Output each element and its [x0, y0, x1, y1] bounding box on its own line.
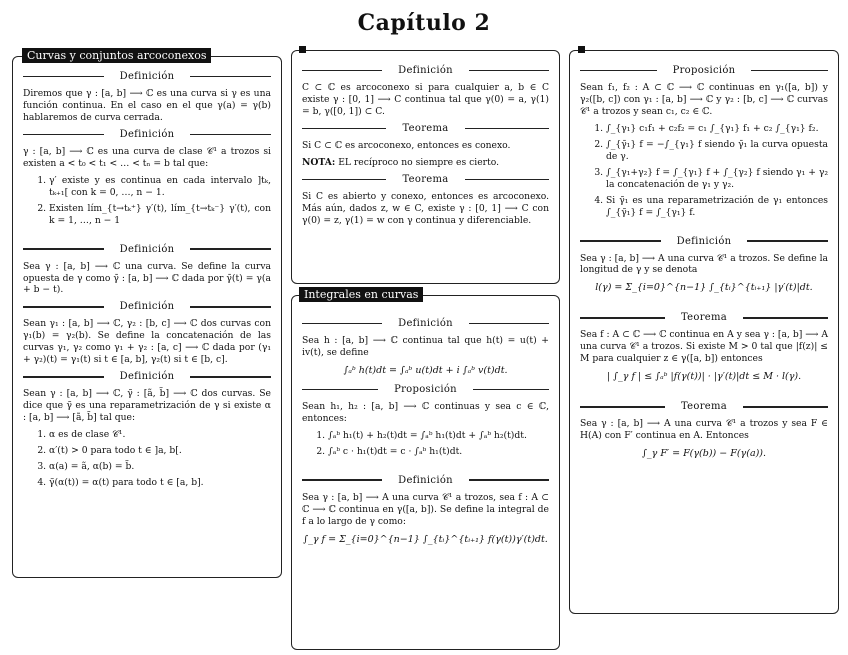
heading-definicion: Definición [23, 301, 271, 312]
heading-definicion: Definición [580, 236, 828, 247]
definition-clase-c1: γ : [a, b] ⟶ ℂ es una curva de clase 𝒞¹ a trozos si existen a < t₀ < t₁ < … < tₙ = b tal que: [23, 145, 271, 169]
column-integrales [291, 295, 560, 650]
definition-curva-opuesta: Sea γ : [a, b] ⟶ ℂ una curva. Se define la curva opuesta de γ como γ̄ : [a, b] ⟶ ℂ dada por γ̄(t) = γ(a + b − t). [23, 260, 271, 296]
heading-definicion: Definición [23, 244, 271, 255]
column-propiedades [569, 50, 839, 614]
equation-primitiva: ∫_γ F′ = F(γ(b)) − F(γ(a)). [641, 448, 767, 460]
equation-integral-curva: ∫_γ f = Σ_{i=0}^{n−1} ∫_{tᵢ}^{tᵢ₊₁} f(γ(t))γ′(t)dt. [303, 533, 548, 545]
corner-marker [299, 46, 306, 53]
list-linealidad [302, 430, 549, 458]
list-item: 2. ∫ₐᵇ c · h₁(t)dt = c · ∫ₐᵇ h₁(t)dt. [328, 446, 549, 458]
note-text: EL recíproco no siempre es cierto. [338, 156, 499, 168]
note [302, 157, 549, 169]
section-tab-curvas: Curvas y conjuntos arcoconexos [22, 48, 211, 63]
heading-definicion: Definición [23, 371, 271, 382]
list-item: 1. γ′ existe y es continua en cada intervalo ]tₖ, tₖ₊₁[ con k = 0, …, n − 1. [49, 175, 271, 199]
theorem-primitiva: Sea γ : [a, b] ⟶ A una curva 𝒞¹ a trozos y sea F ∈ H(A) con F′ continua en A. Entonces [580, 418, 828, 442]
theorem-arcoconexo-conexo: Si C ⊂ ℂ es arcoconexo, entonces es conexo. [302, 139, 511, 151]
definition-arcoconexo: C ⊂ ℂ es arcoconexo si para cualquier a, b ∈ C existe γ : [0, 1] ⟶ C continua tal que γ(0) = a, γ(1) = b, γ([0, 1]) ⊂ C. [302, 82, 549, 117]
definition-longitud: Sea γ : [a, b] ⟶ A una curva 𝒞¹ a trozos. Se define la longitud de γ y se denota [580, 252, 828, 276]
definition-integral: Sea h : [a, b] ⟶ ℂ continua tal que h(t) = u(t) + iv(t), se define [302, 335, 549, 358]
heading-teorema: Teorema [580, 312, 828, 323]
heading-teorema: Teorema [580, 401, 828, 412]
corner-marker [578, 46, 585, 53]
list-item: 3. ∫_{γ₁+γ₂} f = ∫_{γ₁} f + ∫_{γ₂} f siendo γ₁ + γ₂ la concatenación de γ₁ y γ₂. [606, 167, 828, 191]
proposition-propiedades: Sean f₁, f₂ : A ⊂ ℂ ⟶ ℂ continuas en γ₁([a, b]) y γ₂([b, c]) con γ₁ : [a, b] ⟶ ℂ y γ₂ : [b, c] ⟶ ℂ curvas 𝒞¹ a trozos y sean c₁, c₂ ∈ ℂ. [580, 82, 828, 117]
page-title: Capítulo 2 [357, 10, 491, 36]
heading-definicion: Definición [302, 318, 549, 329]
list-item: 2. α′(t) > 0 para todo t ∈ ]a, b[. [49, 445, 271, 457]
list-item: 2. Existen lím_{t→tₖ⁺} γ′(t), lím_{t→tₖ⁻} γ′(t), con k = 1, …, n − 1 [49, 203, 271, 227]
list-item: 4. Si γ̃₁ es una reparametrización de γ₁ entonces ∫_{γ̃₁} f = ∫_{γ₁} f. [606, 195, 828, 219]
proposition-linealidad: Sean h₁, h₂ : [a, b] ⟶ ℂ continuas y sea c ∈ ℂ, entonces: [302, 400, 549, 424]
list-item: 1. α es de clase 𝒞¹. [49, 429, 271, 441]
list-reparametrizacion [23, 429, 271, 489]
definition-reparametrizacion: Sean γ : [a, b] ⟶ ℂ, γ̃ : [ã, b̃] ⟶ ℂ dos curvas. Se dice que γ̃ es una reparametrización de γ si existe α : [a, b] ⟶ [ã, b̃] tal que: [23, 388, 271, 424]
heading-definicion: Definición [302, 65, 549, 76]
definition-concatenacion: Sean γ₁ : [a, b] ⟶ ℂ, γ₂ : [b, c] ⟶ ℂ dos curvas con γ₁(b) = γ₂(b). Se define la concatenación de las curvas γ₁, γ₂ como γ₁ + γ₂ : [a, c] ⟶ ℂ dada por (γ₁ + γ₂)(t) = γ₁(t) si t ∈ [a, b], γ₂(t) si t ∈ [b, c]. [23, 318, 271, 366]
definition-curva: Diremos que γ : [a, b] ⟶ ℂ es una curva si γ es una función continua. En el caso en el que γ(a) = γ(b) hablaremos de curva cerrada. [23, 88, 271, 123]
heading-definicion: Definición [23, 129, 271, 140]
equation-acotacion: | ∫_γ f | ≤ ∫ₐᵇ |f(γ(t))| · |γ′(t)|dt ≤ M · l(γ). [606, 371, 802, 383]
heading-proposicion: Proposición [580, 65, 828, 76]
heading-proposicion: Proposición [302, 384, 549, 395]
column-arcoconexos [291, 50, 560, 284]
list-item: 3. α(a) = ã, α(b) = b̃. [49, 461, 271, 473]
section-tab-integrales: Integrales en curvas [299, 287, 423, 302]
definition-integral-curva: Sea γ : [a, b] ⟶ A una curva 𝒞¹ a trozos, sea f : A ⊂ ℂ ⟶ ℂ continua en γ([a, b]). Se define la integral de f a lo largo de γ como: [302, 491, 549, 527]
list-item: 2. ∫_{γ̄₁} f = −∫_{γ₁} f siendo γ̄₁ la curva opuesta de γ. [606, 139, 828, 163]
list-propiedades [580, 123, 828, 219]
theorem-abierto-conexo: Si C es abierto y conexo, entonces es arcoconexo. Más aún, dados z, w ∈ C, existe γ : [0, 1] ⟶ C con γ(0) = z, γ(1) = w con γ continua y diferenciable. [302, 190, 549, 226]
heading-definicion: Definición [302, 475, 549, 486]
list-item: 4. γ̃(α(t)) = α(t) para todo t ∈ [a, b]. [49, 477, 271, 489]
theorem-acotacion: Sea f : A ⊂ ℂ ⟶ ℂ continua en A y sea γ : [a, b] ⟶ A una curva 𝒞¹ a trozos. Si existe M > 0 tal que |f(z)| ≤ M para cualquier z ∈ γ([a, b]) entonces [580, 329, 828, 365]
equation-longitud: l(γ) = Σ_{i=0}^{n−1} ∫_{tᵢ}^{tᵢ₊₁} |γ′(t)|dt. [595, 282, 813, 294]
heading-teorema: Teorema [302, 174, 549, 185]
heading-definicion: Definición [23, 71, 271, 82]
list-item: 1. ∫_{γ₁} c₁f₁ + c₂f₂ = c₁ ∫_{γ₁} f₁ + c₂ ∫_{γ₁} f₂. [606, 123, 828, 135]
note-label: NOTA: [302, 156, 336, 168]
list-item: 1. ∫ₐᵇ h₁(t) + h₂(t)dt = ∫ₐᵇ h₁(t)dt + ∫ₐᵇ h₂(t)dt. [328, 430, 549, 442]
column-curvas [12, 56, 282, 578]
list-clase-c1 [23, 175, 271, 227]
equation-integral: ∫ₐᵇ h(t)dt = ∫ₐᵇ u(t)dt + i ∫ₐᵇ v(t)dt. [343, 364, 508, 376]
heading-teorema: Teorema [302, 123, 549, 134]
